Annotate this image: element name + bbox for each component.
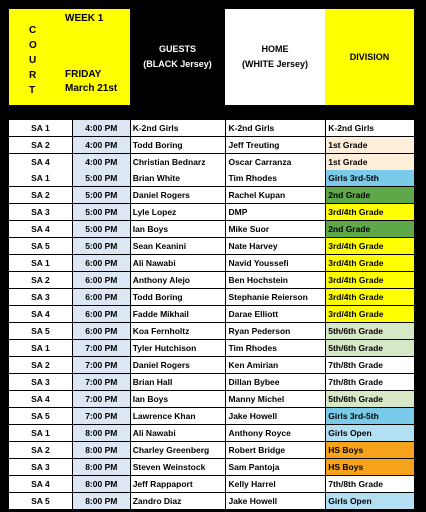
time-cell: 8:00 PM (73, 476, 130, 492)
table-row (9, 306, 414, 322)
court-cell: SA 4 (9, 221, 72, 237)
home-cell: Robert Bridge (226, 442, 325, 458)
table-row (9, 221, 414, 237)
home-cell: Jake Howell (226, 408, 325, 424)
table-row (9, 459, 414, 475)
time-cell: 7:00 PM (73, 357, 130, 373)
court-letter: T (29, 85, 36, 96)
table-row (9, 425, 414, 441)
home-cell: Ben Hochstein (226, 272, 325, 288)
guest-cell: K-2nd Girls (131, 120, 226, 136)
time-cell: 7:00 PM (73, 340, 130, 356)
home-cell: DMP (226, 204, 325, 220)
time-cell: 7:00 PM (73, 408, 130, 424)
time-cell: 5:00 PM (73, 187, 130, 203)
court-cell: SA 1 (9, 170, 72, 186)
division-cell: HS Boys (326, 459, 414, 475)
court-cell: SA 5 (9, 238, 72, 254)
guest-cell: Ian Boys (131, 391, 226, 407)
division-cell: 3rd/4th Grade (326, 255, 414, 271)
guest-cell: Fadde Mikhail (131, 306, 226, 322)
time-block (9, 255, 414, 340)
table-row (9, 493, 414, 509)
court-cell: SA 2 (9, 187, 72, 203)
guest-cell: Todd Boring (131, 289, 226, 305)
table-row (9, 408, 414, 424)
division-header (325, 9, 414, 105)
court-cell: SA 4 (9, 154, 72, 170)
court-cell: SA 5 (9, 408, 72, 424)
home-cell: Anthony Royce (226, 425, 325, 441)
table-row (9, 289, 414, 305)
division-cell: 5th/6th Grade (326, 323, 414, 339)
court-cell: SA 4 (9, 391, 72, 407)
time-block (9, 120, 414, 171)
division-cell: K-2nd Girls (326, 120, 414, 136)
time-cell: 8:00 PM (73, 425, 130, 441)
time-cell: 4:00 PM (73, 137, 130, 153)
table-row (9, 154, 414, 170)
division-cell: 3rd/4th Grade (326, 306, 414, 322)
court-cell: SA 3 (9, 459, 72, 475)
court-cell: SA 5 (9, 323, 72, 339)
home-cell: Sam Pantoja (226, 459, 325, 475)
court-cell: SA 2 (9, 137, 72, 153)
division-cell: 7th/8th Grade (326, 357, 414, 373)
home-cell: Rachel Kupan (226, 187, 325, 203)
guest-cell: Anthony Alejo (131, 272, 226, 288)
court-cell: SA 2 (9, 357, 72, 373)
home-cell: Manny Michel (226, 391, 325, 407)
guest-cell: Tyler Hutchison (131, 340, 226, 356)
home-cell: K-2nd Girls (226, 120, 325, 136)
table-row (9, 238, 414, 254)
division-cell: HS Boys (326, 442, 414, 458)
court-cell: SA 1 (9, 340, 72, 356)
table-row (9, 137, 414, 153)
table-row (9, 357, 414, 373)
time-cell: 6:00 PM (73, 255, 130, 271)
time-block (9, 170, 414, 255)
home-cell: Ken Amirian (226, 357, 325, 373)
court-cell: SA 3 (9, 289, 72, 305)
division-cell: 2nd Grade (326, 187, 414, 203)
division-cell: 7th/8th Grade (326, 374, 414, 390)
court-cell: SA 4 (9, 306, 72, 322)
week-label: WEEK 1 (65, 13, 104, 24)
division-cell: 3rd/4th Grade (326, 289, 414, 305)
court-header (9, 9, 130, 105)
guest-cell: Daniel Rogers (131, 187, 226, 203)
table-row (9, 442, 414, 458)
division-cell: Girls Open (326, 493, 414, 509)
home-cell: Nate Harvey (226, 238, 325, 254)
home-cell: Tim Rhodes (226, 170, 325, 186)
time-cell: 4:00 PM (73, 120, 130, 136)
division-cell: 2nd Grade (326, 221, 414, 237)
home-title: HOME (261, 44, 289, 54)
time-cell: 8:00 PM (73, 442, 130, 458)
guest-cell: Steven Weinstock (131, 459, 226, 475)
table-row (9, 187, 414, 203)
division-cell: 3rd/4th Grade (326, 204, 414, 220)
guests-header (130, 9, 225, 105)
division-cell: Girls 3rd-5th (326, 170, 414, 186)
court-letter: O (29, 40, 37, 51)
table-row (9, 170, 414, 186)
guest-cell: Jeff Rappaport (131, 476, 226, 492)
table-row (9, 272, 414, 288)
division-cell: 5th/6th Grade (326, 340, 414, 356)
guest-cell: Charley Greenberg (131, 442, 226, 458)
guest-cell: Ali Nawabi (131, 255, 226, 271)
time-block (9, 425, 414, 510)
guest-cell: Christian Bednarz (131, 154, 226, 170)
court-cell: SA 1 (9, 120, 72, 136)
court-cell: SA 5 (9, 493, 72, 509)
guest-cell: Zandro Diaz (131, 493, 226, 509)
court-cell: SA 2 (9, 442, 72, 458)
time-cell: 6:00 PM (73, 323, 130, 339)
time-cell: 8:00 PM (73, 493, 130, 509)
court-cell: SA 3 (9, 374, 72, 390)
division-cell: 3rd/4th Grade (326, 272, 414, 288)
home-header (225, 9, 325, 105)
division-title: DIVISION (349, 52, 390, 62)
guests-title: GUESTS (158, 44, 196, 54)
table-row (9, 323, 414, 339)
home-cell: Darae Elliott (226, 306, 325, 322)
time-block (9, 340, 414, 425)
time-cell: 5:00 PM (73, 238, 130, 254)
division-cell: Girls Open (326, 425, 414, 441)
guest-cell: Lyle Lopez (131, 204, 226, 220)
table-row (9, 391, 414, 407)
time-cell: 6:00 PM (73, 306, 130, 322)
guest-cell: Lawrence Khan (131, 408, 226, 424)
court-letter: C (29, 25, 37, 36)
time-cell: 6:00 PM (73, 272, 130, 288)
guest-cell: Koa Fernholtz (131, 323, 226, 339)
guest-cell: Brian Hall (131, 374, 226, 390)
division-cell: 1st Grade (326, 154, 414, 170)
division-cell: 7th/8th Grade (326, 476, 414, 492)
home-cell: Kelly Harrel (226, 476, 325, 492)
time-cell: 4:00 PM (73, 154, 130, 170)
home-cell: Tim Rhodes (226, 340, 325, 356)
court-letter: U (29, 55, 37, 66)
home-cell: Jeff Treuting (226, 137, 325, 153)
home-subtitle: (WHITE Jersey) (241, 59, 309, 69)
guest-cell: Ian Boys (131, 221, 226, 237)
time-cell: 5:00 PM (73, 221, 130, 237)
time-cell: 8:00 PM (73, 459, 130, 475)
time-cell: 5:00 PM (73, 204, 130, 220)
table-row (9, 374, 414, 390)
home-cell: Oscar Carranza (226, 154, 325, 170)
home-cell: Mike Suor (226, 221, 325, 237)
table-row (9, 340, 414, 356)
time-cell: 7:00 PM (73, 391, 130, 407)
day-label: FRIDAY (65, 69, 102, 80)
guests-subtitle: (BLACK Jersey) (143, 59, 212, 69)
table-row (9, 255, 414, 271)
table-row (9, 204, 414, 220)
time-cell: 5:00 PM (73, 170, 130, 186)
guest-cell: Sean Keanini (131, 238, 226, 254)
home-cell: Stephanie Reierson (226, 289, 325, 305)
table-row (9, 476, 414, 492)
time-cell: 6:00 PM (73, 289, 130, 305)
home-cell: Navid Youssefi (226, 255, 325, 271)
home-cell: Jake Howell (226, 493, 325, 509)
court-cell: SA 1 (9, 255, 72, 271)
guest-cell: Ali Nawabi (131, 425, 226, 441)
division-cell: 1st Grade (326, 137, 414, 153)
guest-cell: Daniel Rogers (131, 357, 226, 373)
court-cell: SA 2 (9, 272, 72, 288)
date-label: March 21st (65, 83, 118, 94)
division-cell: Girls 3rd-5th (326, 408, 414, 424)
guest-cell: Brian White (131, 170, 226, 186)
court-letter: R (29, 70, 37, 81)
table-row (9, 120, 414, 136)
court-title (29, 23, 41, 98)
court-cell: SA 1 (9, 425, 72, 441)
division-cell: 5th/6th Grade (326, 391, 414, 407)
home-cell: Dillan Bybee (226, 374, 325, 390)
guest-cell: Todd Boring (131, 137, 226, 153)
court-cell: SA 3 (9, 204, 72, 220)
time-cell: 7:00 PM (73, 374, 130, 390)
court-cell: SA 4 (9, 476, 72, 492)
division-cell: 3rd/4th Grade (326, 238, 414, 254)
home-cell: Ryan Pederson (226, 323, 325, 339)
